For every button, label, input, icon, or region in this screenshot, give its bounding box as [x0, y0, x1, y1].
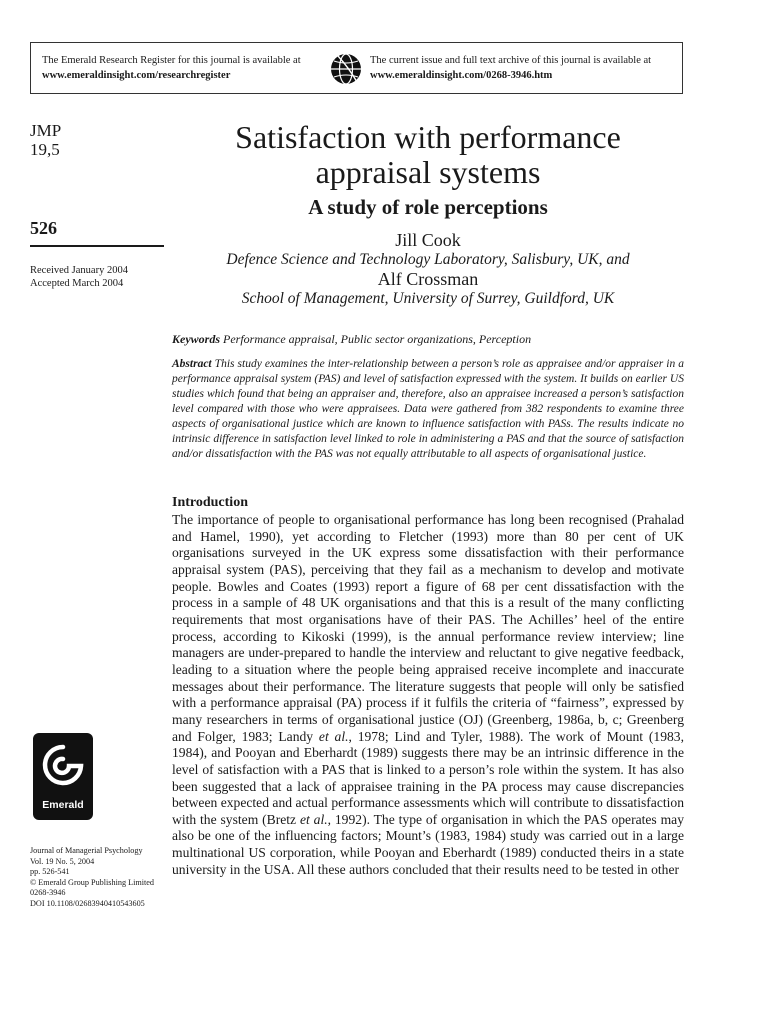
keywords [172, 332, 684, 347]
introduction-heading: Introduction [172, 495, 248, 510]
title-line-1: Satisfaction with performance [235, 119, 621, 155]
emerald-logo-text: Emerald [42, 799, 84, 811]
emerald-swirl-icon [33, 733, 93, 799]
keywords-text: Performance appraisal, Public sector organizations, Perception [223, 332, 532, 346]
article-title [172, 120, 684, 190]
research-register-notice [42, 53, 301, 83]
journal-pages: pp. 526-541 [30, 867, 70, 876]
accepted-date: Accepted March 2004 [30, 278, 124, 289]
author-1: Jill Cook [395, 230, 461, 250]
affiliation-1: Defence Science and Technology Laboratory, Salisbury, UK, and [226, 251, 630, 268]
affiliation-2: School of Management, University of Surrey, Guildford, UK [241, 290, 615, 307]
keywords-label: Keywords [172, 332, 220, 346]
archive-link[interactable]: www.emeraldinsight.com/0268-3946.htm [370, 70, 553, 81]
submission-dates [30, 264, 128, 290]
intro-etal-1: et al. [318, 728, 349, 744]
introduction-body [172, 512, 684, 878]
research-register-link[interactable]: www.emeraldinsight.com/researchregister [42, 70, 231, 81]
emerald-logo [33, 733, 93, 820]
journal-doi: DOI 10.1108/02683940410543605 [30, 898, 145, 908]
journal-info [30, 846, 154, 909]
journal-volume [30, 121, 61, 159]
volume-issue: 19,5 [30, 140, 60, 159]
sidebar-divider [30, 245, 164, 247]
intro-text-1: The importance of people to organisational performance has long been recognised (Prahalad and Hamel, 1990), yet according to Fletcher (1993) more than 80 per cent of UK organisations surveyed in the UK express some dissatisfaction with their performance appraisal system (PAS), perceiving that they fail as a mechanism to develop and motivate people. Bowles and Coates (1993) report a figure of 68 per cent dissatisfaction with the process in a sample of 48 UK organisations and that this is a result of the many conflicting requirements that most organisations have of their PAS. The Achilles’ heel of the entire process, according to Kikoski (1999), is the annual performance review interview; line managers are under-prepared to handle the interview and reluctant to give negative feedback, leading to a situation where the people being appraised receive incomplete and inaccurate messages about their performance. The literature suggests that people will only be satisfied with a performance appraisal (PA) process if it fulfils the criteria of “fairness”, expressed by many researchers in terms of organisational justice (OJ) (Greenberg, 1986a, b, c; Greenberg and Folger, 1983; Landy [172, 512, 684, 744]
journal-abbreviation: JMP [30, 121, 62, 140]
title-line-2: appraisal systems [315, 154, 541, 190]
intro-etal-2: et al. [299, 811, 328, 827]
journal-issn: 0268-3946 [30, 888, 66, 897]
research-register-text: The Emerald Research Register for this journal is available at [42, 55, 301, 66]
author-2: Alf Crossman [377, 269, 479, 289]
journal-copyright: © Emerald Group Publishing Limited [30, 877, 155, 887]
received-date: Received January 2004 [30, 265, 128, 276]
globe-icon [329, 52, 363, 86]
abstract-text: This study examines the inter-relationship between a person’s role as appraisee and/or appraiser in a performance appraisal system (PAS) and level of satisfaction expressed with the system. It builds on earlier US studies which found that being an appraiser and, therefore, also an appraisee increased a person’s satisfaction level compared with those who were appraisees. Data were gathered from 382 respondents to examine three aspects of organisational justice which are known to influence satisfaction with PASs. The results indicate no intrinsic difference in satisfaction level linked to role in administering a PAS and that the source of satisfaction and/or dissatisfaction with the PAS was not equally attributable to all aspects of organisational justice. [172, 358, 684, 460]
access-banner [30, 42, 683, 94]
journal-name: Journal of Managerial Psychology [30, 846, 143, 855]
archive-notice [370, 53, 651, 83]
archive-text: The current issue and full text archive of this journal is available at [370, 55, 652, 66]
page-number: 526 [30, 218, 57, 238]
abstract-label: Abstract [172, 358, 212, 370]
intro-text-3: , 1992). The type of organisation in which the PAS operates may also be one of the influencing factors; Mount’s (1983, 1984) study was carried out in a large multinational US corporation, while Pooyan and Eberhardt (1989) conducted theirs in a state university in the USA. All these authors concluded that their results need to be tested in other [172, 811, 684, 877]
article-subtitle: A study of role perceptions [308, 195, 548, 219]
abstract [172, 357, 684, 462]
journal-volume-year: Vol. 19 No. 5, 2004 [30, 856, 95, 866]
intro-text-2: , 1978; Lind and Tyler, 1988). The work of Mount (1983, 1984), and Pooyan and Eberhardt (1989) suggests there may be an intrinsic difference in the level of satisfaction with a PAS that is linked to a person’s role within the system. It has also been suggested that a lack of appraisee training in the PA process may cause discrepancies between expected and actual performance assessments which will contribute to dissatisfaction with the system (Bretz [172, 728, 684, 827]
